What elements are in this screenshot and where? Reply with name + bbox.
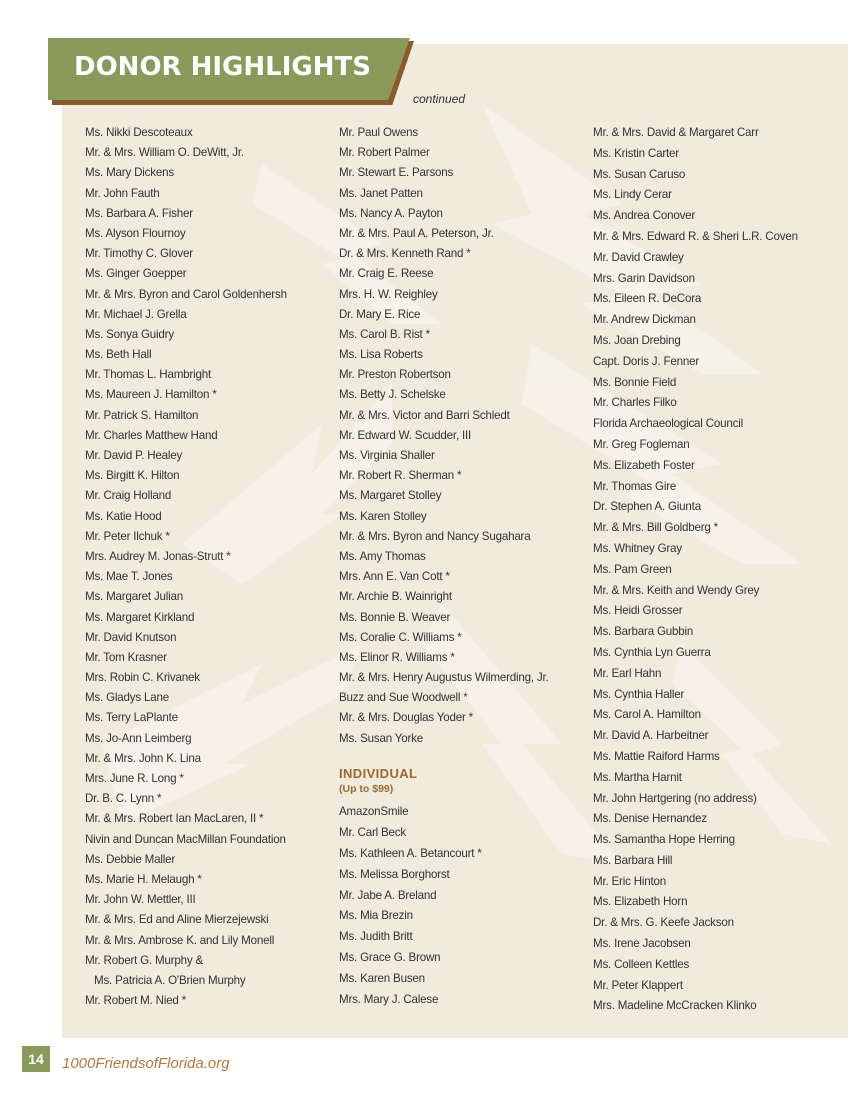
donor-name: Mr. & Mrs. Byron and Carol Goldenhersh <box>85 287 287 301</box>
donor-name: Ms. Patricia A. O'Brien Murphy <box>94 973 246 987</box>
donor-name: Mr. Patrick S. Hamilton <box>85 408 199 422</box>
donor-name: Mrs. Robin C. Krivanek <box>85 671 200 685</box>
donor-name: Mr. Archie B. Wainright <box>339 590 452 604</box>
donor-name: Mr. Eric Hinton <box>593 874 667 888</box>
donor-name: Ms. Elizabeth Horn <box>593 895 688 909</box>
donor-name: Mr. & Mrs. John K. Lina <box>85 751 201 765</box>
donor-name: Ms. Marie H. Melaugh * <box>85 872 202 886</box>
donor-column-3 <box>593 125 798 1019</box>
donor-name: AmazonSmile <box>339 805 409 818</box>
donor-name: Ms. Samantha Hope Herring <box>593 833 735 847</box>
donor-name: Mrs. Audrey M. Jonas-Strutt * <box>85 549 231 563</box>
donor-name: Ms. Maureen J. Hamilton * <box>85 388 217 402</box>
donor-name: Ms. Cynthia Haller <box>593 687 685 701</box>
donor-name: Ms. Susan Yorke <box>339 731 424 745</box>
donor-name: Ms. Eileen R. DeCora <box>593 292 702 306</box>
donor-name: Mr. Thomas Gire <box>593 479 677 493</box>
donor-name: Mr. Thomas L. Hambright <box>85 368 211 382</box>
donor-name: Mr. John Hartgering (no address) <box>593 791 757 805</box>
donor-name: Mr. & Mrs. Douglas Yoder * <box>339 711 473 725</box>
donor-name: Ms. Betty J. Schelske <box>339 388 446 402</box>
donor-name: Ms. Virginia Shaller <box>339 449 435 462</box>
donor-name: Ms. Heidi Grosser <box>593 604 683 618</box>
donor-name: Mr. Jabe A. Breland <box>339 888 437 902</box>
donor-name: Mr. Carl Beck <box>339 825 406 839</box>
donor-name: Ms. Irene Jacobsen <box>593 937 691 951</box>
donor-name: Mr. Tom Krasner <box>85 650 167 664</box>
donor-name: Mr. David P. Healey <box>85 449 183 462</box>
donor-name: Ms. Jo-Ann Leimberg <box>85 731 192 745</box>
donor-name: Ms. Terry LaPlante <box>85 711 178 725</box>
donor-name: Mrs. Mary J. Calese <box>339 993 439 1007</box>
donor-name: Ms. Mattie Raiford Harms <box>593 749 720 763</box>
donor-name: Mr. Michael J. Grella <box>85 307 187 321</box>
donor-name: Dr. & Mrs. Kenneth Rand * <box>339 247 471 261</box>
donor-name: Ms. Kristin Carter <box>593 146 679 160</box>
donor-name: Ms. Amy Thomas <box>339 549 426 563</box>
section-subtitle: (Up to $99) <box>339 783 394 795</box>
donor-column-1 <box>85 125 287 1013</box>
donor-name: Ms. Judith Britt <box>339 930 413 944</box>
donor-name: Ms. Bonnie Field <box>593 375 677 389</box>
donor-name: Mr. Andrew Dickman <box>593 313 696 327</box>
donor-name: Buzz and Sue Woodwell * <box>339 691 468 705</box>
page-number: 14 <box>22 1046 50 1072</box>
donor-name: Mr. Peter Ilchuk * <box>85 529 170 543</box>
donor-name: Nivin and Duncan MacMillan Foundation <box>85 832 286 846</box>
donor-name: Ms. Janet Patten <box>339 186 423 200</box>
section-title: INDIVIDUAL <box>339 766 418 781</box>
donor-name: Ms. Margaret Julian <box>85 590 184 604</box>
donor-name: Ms. Sonya Guidry <box>85 327 174 341</box>
donor-name: Ms. Coralie C. Williams * <box>339 630 462 644</box>
donor-name: Mr. Preston Robertson <box>339 368 451 382</box>
donor-name: Mr. John W. Mettler, III <box>85 893 196 907</box>
donor-name: Ms. Barbara Hill <box>593 853 673 867</box>
donor-name: Ms. Mae T. Jones <box>85 570 173 584</box>
donor-name: Mr. & Mrs. Paul A. Peterson, Jr. <box>339 226 494 240</box>
donor-name: Ms. Birgitt K. Hilton <box>85 469 180 483</box>
donor-name: Mr. Robert M. Nied * <box>85 994 187 1008</box>
donor-name: Ms. Carol B. Rist * <box>339 327 430 341</box>
page-title: DONOR HIGHLIGHTS <box>74 52 371 82</box>
donor-name: Ms. Mary Dickens <box>85 166 174 180</box>
donor-name: Mr. David A. Harbeitner <box>593 729 709 743</box>
donor-name: Ms. Debbie Maller <box>85 852 176 866</box>
donor-name: Mrs. Madeline McCracken Klinko <box>593 999 757 1013</box>
individual-section-header <box>339 766 417 795</box>
footer-url: 1000FriendsofFlorida.org <box>62 1055 230 1072</box>
donor-name: Capt. Doris J. Fenner <box>593 354 699 368</box>
donor-name: Mr. Stewart E. Parsons <box>339 166 454 180</box>
donor-name: Mr. Craig Holland <box>85 489 172 503</box>
donor-name: Ms. Margaret Stolley <box>339 489 442 503</box>
donor-name: Florida Archaeological Council <box>593 417 743 431</box>
donor-name: Mr. Craig E. Reese <box>339 267 434 281</box>
donor-name: Ms. Ginger Goepper <box>85 267 187 281</box>
donor-name: Mr. Edward W. Scudder, III <box>339 428 472 442</box>
donor-name: Ms. Alyson Flournoy <box>85 226 186 240</box>
donor-name: Ms. Whitney Gray <box>593 541 682 555</box>
donor-name: Ms. Lindy Cerar <box>593 188 672 202</box>
donor-name: Mr. & Mrs. Byron and Nancy Sugahara <box>339 529 531 543</box>
donor-name: Ms. Colleen Kettles <box>593 957 690 971</box>
donor-name: Mr. Robert Palmer <box>339 146 430 160</box>
donor-name: Ms. Elizabeth Foster <box>593 458 695 472</box>
donor-name: Mrs. June R. Long * <box>85 772 184 785</box>
donor-name: Ms. Kathleen A. Betancourt * <box>339 846 482 860</box>
donor-name: Mr. & Mrs. Ed and Aline Mierzejewski <box>85 913 269 927</box>
donor-name: Ms. Barbara A. Fisher <box>85 206 193 220</box>
donor-name: Mr. & Mrs. Bill Goldberg * <box>593 521 718 535</box>
donor-name: Ms. Margaret Kirkland <box>85 610 195 624</box>
donor-name: Ms. Susan Caruso <box>593 167 686 181</box>
donor-name: Ms. Andrea Conover <box>593 209 696 223</box>
donor-name: Mr. Robert G. Murphy & <box>85 953 204 967</box>
donor-name: Ms. Karen Busen <box>339 972 425 986</box>
donor-column-2 <box>339 125 549 751</box>
donor-name: Mr. & Mrs. William O. DeWitt, Jr. <box>85 146 244 160</box>
donor-name: Mr. Robert R. Sherman * <box>339 469 462 483</box>
donor-name: Mr. Timothy C. Glover <box>85 247 193 261</box>
donor-name: Ms. Katie Hood <box>85 509 162 523</box>
donor-name: Ms. Cynthia Lyn Guerra <box>593 645 711 659</box>
donor-name: Ms. Mia Brezin <box>339 909 413 923</box>
donor-name: Mrs. Garin Davidson <box>593 271 695 285</box>
donor-name: Mr. & Mrs. Henry Augustus Wilmerding, Jr. <box>339 671 549 685</box>
donor-name: Mr. & Mrs. Ambrose K. and Lily Monell <box>85 933 275 947</box>
donor-name: Mr. Earl Hahn <box>593 666 662 680</box>
donor-name: Ms. Lisa Roberts <box>339 348 423 362</box>
donor-name: Mr. Charles Filko <box>593 396 677 410</box>
donor-name: Mr. & Mrs. David & Margaret Carr <box>593 126 759 139</box>
donor-name: Mr. & Mrs. Edward R. & Sheri L.R. Coven <box>593 229 798 243</box>
donor-name: Mr. David Crawley <box>593 250 684 264</box>
donor-name: Ms. Barbara Gubbin <box>593 625 694 639</box>
donor-name: Ms. Denise Hernandez <box>593 812 707 826</box>
title-banner <box>48 38 414 102</box>
continued-label: continued <box>413 92 466 106</box>
donor-column-2-individual <box>339 804 482 1013</box>
donor-name: Dr. Stephen A. Giunta <box>593 500 701 514</box>
donor-name: Ms. Melissa Borghorst <box>339 867 450 881</box>
donor-name: Mrs. H. W. Reighley <box>339 287 438 301</box>
donor-name: Mr. Peter Klappert <box>593 978 683 992</box>
donor-name: Dr. B. C. Lynn * <box>85 792 162 806</box>
donor-name: Ms. Gladys Lane <box>85 691 169 705</box>
donor-name: Mr. Charles Matthew Hand <box>85 428 218 442</box>
donor-name: Ms. Elinor R. Williams * <box>339 650 455 664</box>
donor-name: Ms. Nancy A. Payton <box>339 206 443 220</box>
donor-name: Mr. & Mrs. Victor and Barri Schledt <box>339 408 510 422</box>
donor-name: Mr. David Knutson <box>85 630 177 644</box>
donor-name: Ms. Joan Drebing <box>593 333 681 347</box>
donor-name: Ms. Bonnie B. Weaver <box>339 610 451 624</box>
donor-name: Mr. Greg Fogleman <box>593 437 690 451</box>
donor-name: Ms. Carol A. Hamilton <box>593 708 701 722</box>
donor-name: Ms. Martha Harnit <box>593 770 682 784</box>
donor-name: Mrs. Ann E. Van Cott * <box>339 570 450 584</box>
donor-name: Mr. John Fauth <box>85 186 160 200</box>
donor-name: Ms. Beth Hall <box>85 348 152 362</box>
donor-name: Dr. & Mrs. G. Keefe Jackson <box>593 916 734 930</box>
donor-name: Ms. Karen Stolley <box>339 509 427 523</box>
donor-name: Mr. & Mrs. Robert Ian MacLaren, II * <box>85 812 264 826</box>
donor-name: Ms. Pam Green <box>593 562 672 576</box>
donor-name: Mr. & Mrs. Keith and Wendy Grey <box>593 583 760 597</box>
donor-name: Dr. Mary E. Rice <box>339 307 421 321</box>
donor-name: Ms. Nikki Descoteaux <box>85 126 193 139</box>
donor-name: Ms. Grace G. Brown <box>339 951 441 965</box>
donor-name: Mr. Paul Owens <box>339 126 419 139</box>
